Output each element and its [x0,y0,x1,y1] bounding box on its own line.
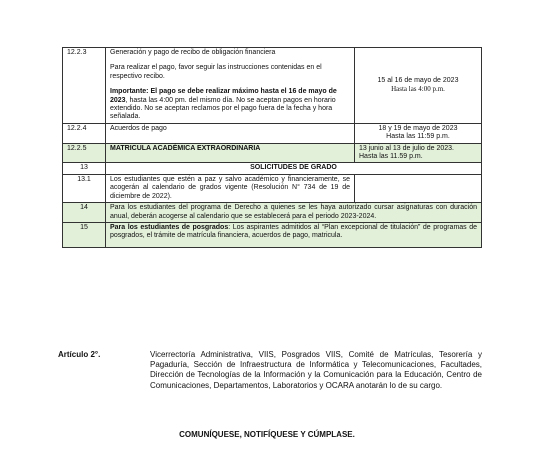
item-title: Generación y pago de recibo de obligación financiera [110,49,276,56]
table-row [63,163,482,174]
payment-warning [110,88,350,122]
item-title: Acuerdos de pago [106,123,355,143]
item-number: 15 [63,222,106,247]
item-number: 12.2.5 [63,143,106,163]
item-number: 13.1 [63,174,106,202]
item-number: 14 [63,203,106,223]
calendar-table [62,47,482,248]
closing-statement: COMUNÍQUESE, NOTIFÍQUESE Y CÚMPLASE. [179,430,355,439]
item-date [355,174,482,202]
item-description: Para los estudiantes del programa de Derecho a quienes se les haya autorizado cursar asignaturas con duración anual, deberán acogerse al calendario que se establecerá para el periodo 2023-2024. [106,203,482,223]
item-description [106,48,355,124]
date-range: 15 al 16 de mayo de 2023 [377,77,459,85]
table-row [63,174,482,202]
section-heading: SOLICITUDES DE GRADO [106,163,482,174]
payment-warning-bold: Importante: El pago se debe realizar máximo hasta el 16 de mayo de 2023 [110,88,337,104]
date-deadline: Hasta las 4:00 p.m. [391,85,445,94]
item-number: 13 [63,163,106,174]
payment-instructions: Para realizar el pago, favor seguir las instrucciones contenidas en el respectivo recibo. [110,64,322,80]
item-date [355,48,482,124]
date-deadline: Hasta las 11:59 p.m. [386,133,450,141]
item-date [355,123,482,143]
table-row [63,203,482,223]
date-range: 18 y 19 de mayo de 2023 [378,124,458,132]
payment-warning-rest: , hasta las 4:00 pm. del mismo día. No se aceptan pagos en horario extendido. No se aceptan reclamos por el pago fuera de la fecha y hora señalada. [110,96,336,121]
item-description [106,222,482,247]
item-description-bold: Para los estudiantes de posgrados [110,223,229,231]
item-date [355,143,482,163]
date-deadline: Hasta las 11.59 p.m. [359,153,423,161]
item-number: 12.2.4 [63,123,106,143]
item-title: MATRICULA ACADÉMICA EXTRAORDINARIA [106,143,355,163]
table-row [63,143,482,163]
table-row [63,48,482,124]
table-row [63,222,482,247]
item-description-rest: : Los aspirantes admitidos al “Plan excepcional de titulación” de programas de posgrados, el trámite de matrícula financiera, acuerdos de pago, matricula. [110,223,477,240]
item-number: 12.2.3 [63,48,106,124]
article-text: Vicerrectoría Administrativa, VIIS, Posgrados VIIS, Comité de Matrículas, Tesorería y Pagaduría, Sección de Infraestructura de Informática y Telecomunicaciones, Facultades, Dirección de Tecnologías de la Información y la Comunicación para la Educación, Centro de Comunicaciones, Departamentos, Laboratorios y OCARA anotarán lo de su cargo. [150,350,482,390]
article-label: Artículo 2°. [58,350,101,359]
table-row [63,123,482,143]
date-range: 13 junio al 13 de julio de 2023. [359,144,454,152]
item-description: Los estudiantes que estén a paz y salvo académico y financieramente, se acogerán al calendario de grados vigente (Resolución N° 734 de 19 de diciembre de 2022). [106,174,355,202]
